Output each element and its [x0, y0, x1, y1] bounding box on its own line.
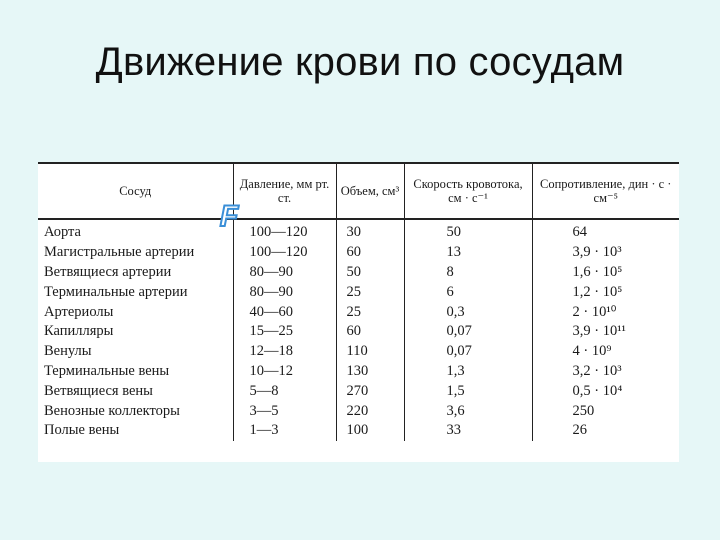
cell-vessel: Терминальные артерии	[44, 283, 188, 300]
cell-resistance: 2 · 10¹⁰	[532, 302, 679, 322]
header-speed: Скорость кровотока, см · с⁻¹	[404, 163, 532, 219]
cell-speed: 0,07	[404, 322, 532, 342]
cell-vessel: Полые вены	[44, 422, 120, 439]
cell-pressure: 40—60	[233, 302, 336, 322]
table-row	[38, 362, 679, 382]
cell-pressure: 80—90	[233, 263, 336, 283]
cell-volume: 100	[336, 421, 404, 441]
cell-vessel: Артериолы	[44, 303, 114, 320]
table-row	[38, 263, 679, 283]
header-pressure: Давление, мм рт. ст.	[233, 163, 336, 219]
f-badge-icon: F	[219, 200, 239, 233]
table-row	[38, 401, 679, 421]
cell-vessel: Терминальные вены	[44, 362, 170, 379]
cell-speed: 1,3	[404, 362, 532, 382]
cell-volume: 25	[336, 282, 404, 302]
table-row	[38, 322, 679, 342]
header-volume: Объем, см³	[336, 163, 404, 219]
cell-volume: 60	[336, 322, 404, 342]
cell-pressure: 12—18	[233, 342, 336, 362]
cell-pressure: 15—25	[233, 322, 336, 342]
cell-resistance: 3,9 · 10¹¹	[532, 322, 679, 342]
blood-flow-table	[38, 162, 679, 441]
cell-volume: 130	[336, 362, 404, 382]
table-row	[38, 381, 679, 401]
cell-vessel: Венулы	[44, 343, 92, 360]
cell-pressure: 3—5	[233, 401, 336, 421]
cell-speed: 8	[404, 263, 532, 283]
table-header-row	[38, 163, 679, 219]
cell-volume: 220	[336, 401, 404, 421]
cell-pressure: 1—3	[233, 421, 336, 441]
cell-speed: 0,3	[404, 302, 532, 322]
slide-title: Движение крови по сосудам	[95, 40, 625, 84]
cell-volume: 60	[336, 243, 404, 263]
table-row	[38, 302, 679, 322]
cell-speed: 3,6	[404, 401, 532, 421]
cell-resistance: 3,2 · 10³	[532, 362, 679, 382]
cell-vessel: Капилляры	[44, 323, 114, 340]
cell-resistance: 1,6 · 10⁵	[532, 263, 679, 283]
cell-pressure: 80—90	[233, 282, 336, 302]
cell-vessel: Аорта	[44, 224, 81, 241]
table-row	[38, 219, 679, 243]
cell-resistance: 64	[532, 219, 679, 243]
cell-speed: 1,5	[404, 381, 532, 401]
cell-pressure: 100—120	[233, 219, 336, 243]
cell-resistance: 1,2 · 10⁵	[532, 282, 679, 302]
cell-speed: 6	[404, 282, 532, 302]
cell-speed: 50	[404, 219, 532, 243]
cell-speed: 0,07	[404, 342, 532, 362]
cell-volume: 30	[336, 219, 404, 243]
table-row	[38, 282, 679, 302]
cell-volume: 50	[336, 263, 404, 283]
cell-vessel: Ветвящиеся вены	[44, 382, 153, 399]
cell-vessel: Ветвящиеся артерии	[44, 263, 172, 280]
table-row	[38, 342, 679, 362]
cell-volume: 25	[336, 302, 404, 322]
cell-resistance: 3,9 · 10³	[532, 243, 679, 263]
cell-vessel: Магистральные артерии	[44, 244, 195, 261]
cell-pressure: 5—8	[233, 381, 336, 401]
cell-volume: 270	[336, 381, 404, 401]
cell-resistance: 250	[532, 401, 679, 421]
table-row	[38, 243, 679, 263]
header-resistance: Сопротивление, дин · с · см⁻⁵	[532, 163, 679, 219]
cell-resistance: 0,5 · 10⁴	[532, 381, 679, 401]
cell-volume: 110	[336, 342, 404, 362]
cell-pressure: 10—12	[233, 362, 336, 382]
blood-flow-table-card	[38, 162, 679, 462]
cell-resistance: 26	[532, 421, 679, 441]
cell-vessel: Венозные коллекторы	[44, 402, 180, 419]
cell-speed: 33	[404, 421, 532, 441]
header-vessel: Сосуд	[38, 163, 233, 219]
cell-speed: 13	[404, 243, 532, 263]
cell-resistance: 4 · 10⁹	[532, 342, 679, 362]
table-row	[38, 421, 679, 441]
cell-pressure: 100—120	[233, 243, 336, 263]
